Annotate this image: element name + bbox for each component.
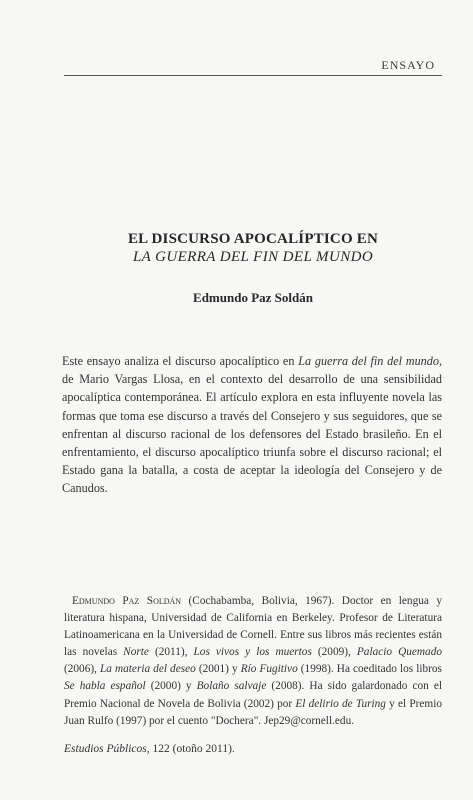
bio-book-title: Bolaño salvaje bbox=[196, 680, 267, 693]
bio-book-title: El delirio de Turing bbox=[295, 697, 386, 710]
abstract-text-2: , de Mario Vargas Llosa, en el contexto del desarrollo de una sensibilidad apocalíptica contemporánea. El artículo explora en esta influyente novela las formas que toma ese discurso a través del Consejero y sus seguidores, que se enfrentan al discurso racional de los defensores del Estado brasileño. En el enfrentamiento, el discurso apocalíptico triunfa sobre el discurso racional; el Estado gana la batalla, a costa de aceptar la ideología del Consejero y de Canudos. bbox=[62, 354, 442, 496]
abstract bbox=[62, 352, 442, 498]
journal-name: Estudios Públicos bbox=[64, 743, 147, 755]
bio-text: (2001) y bbox=[195, 663, 241, 676]
citation-footer bbox=[64, 743, 442, 755]
abstract-novel-title: La guerra del fin del mundo bbox=[298, 354, 439, 368]
bio-text: (2006), bbox=[64, 663, 100, 676]
author-bio bbox=[64, 593, 442, 730]
title-line-2: LA GUERRA DEL FIN DEL MUNDO bbox=[132, 249, 374, 265]
bio-book-title: Palacio Quemado bbox=[356, 646, 442, 659]
bio-book-title: Norte bbox=[123, 646, 149, 659]
abstract-text-1: Este ensayo analiza el discurso apocalíptico en bbox=[62, 354, 299, 368]
journal-issue: , 122 (otoño 2011). bbox=[146, 743, 235, 755]
article-title bbox=[64, 230, 442, 266]
title-line-1: EL DISCURSO APOCALÍPTICO EN bbox=[127, 231, 379, 247]
header-rule bbox=[64, 75, 442, 76]
author-name: Edmundo Paz Soldán bbox=[193, 290, 313, 305]
running-header bbox=[64, 58, 439, 73]
bio-text: (2011), bbox=[148, 646, 194, 659]
bio-author-name: Edmundo Paz Soldán bbox=[72, 595, 182, 607]
bio-book-title: Se habla español bbox=[64, 680, 146, 693]
bio-text: (2000) y bbox=[145, 680, 197, 693]
bio-book-title: La materia del deseo bbox=[100, 663, 196, 676]
bio-book-title: Los vivos y los muertos bbox=[193, 646, 312, 659]
bio-book-title: Río Fugitivo bbox=[240, 663, 298, 676]
bio-text: (2009), bbox=[311, 646, 357, 659]
bio-text: (Cochabamba, Bolivia, 1967). Doctor en lengua y literatura hispana, Universidad de California en Berkeley. Profesor de Literatura Latinoamericana en la Universidad de Cornell. Entre sus libros más recientes están las novelas bbox=[64, 595, 442, 659]
bio-text: y el Premio Juan Rulfo (1997) por el cuento "Dochera". Jep29@cornell.edu. bbox=[64, 697, 442, 727]
bio-text: (1998). Ha coeditado los libros bbox=[297, 663, 442, 676]
bio-text: (2008). Ha sido galardonado con el Premio Nacional de Novela de Bolivia (2002) por bbox=[64, 680, 442, 710]
section-label: ENSAYO bbox=[381, 58, 435, 72]
